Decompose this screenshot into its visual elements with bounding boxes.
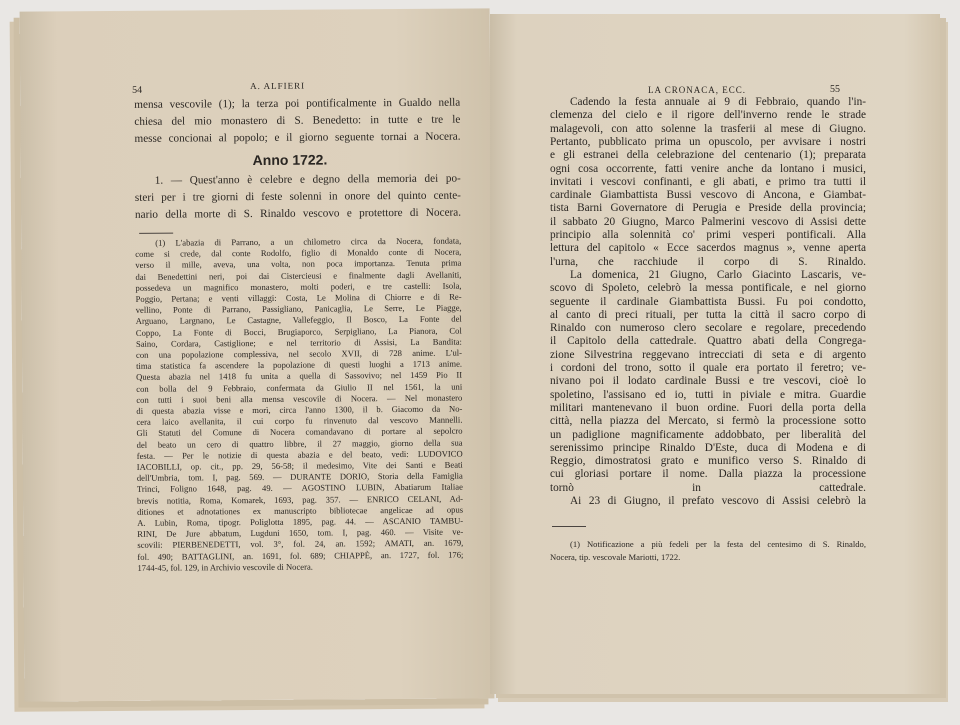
- page-number: 54: [132, 84, 143, 96]
- text-line: serenissimo principe Rinaldo D'Este, duca di Modena e di: [550, 441, 866, 454]
- text-line: e gli estranei della celebrazione del centenario (1); preparata: [550, 149, 866, 162]
- text-line: messe concionai al popolo; e il giorno seguente tornai a Nocera.: [134, 130, 461, 145]
- text-line: Cadendo la festa annuale ai 9 di Febbraio, quando l'in-: [570, 96, 866, 108]
- text-line: 1. — Quest'anno è celebre e degno della memoria dei po-: [154, 172, 461, 187]
- text-line: cardinale Giambattista Bussi vescovo di Ancona, e Giambat-: [550, 189, 866, 202]
- text-line: con tutti i suoi beni alla mensa vescovile di Nocera. — Nel monastero: [136, 392, 463, 405]
- text-line: verso il mille, aveva, una volta, non poca importanza. Tenuta prima: [135, 257, 462, 271]
- right-page: [490, 14, 940, 694]
- text-line: seguente il cardinale Giambattista Bussi. Fu poi condotto,: [550, 295, 866, 308]
- text-line: (1) L'abazia di Parrano, a un chilometro circa da Nocera, fondata,: [155, 235, 462, 248]
- text-line: (1) Notificazione a più fedeli per la festa del centesimo di S. Rinaldo,: [570, 539, 866, 549]
- text-line: ogni cosa occorrente, fatti venire anche da lontano i musici,: [550, 162, 866, 175]
- text-line: dell'Umbria, tom. I, pag. 569. — DURANTE DORIO, Storia della Famiglia: [136, 470, 463, 484]
- text-line: Nocera, tip. vescovale Mariotti, 1722.: [550, 552, 681, 562]
- text-line: principio alla solennità co' primi vesperi pontificali. Alla: [550, 229, 866, 241]
- text-line: cui gloriasi portare il nome. Dalla piazza la processione: [550, 468, 866, 481]
- text-line: Rinaldo con numeroso clero secolare e regolare, precedendo: [550, 322, 866, 335]
- text-line: Arguano, Largnano, Le Castagne, Vallefeggio, Il Bosco, La Fonte del: [135, 313, 462, 327]
- text-line: Pertanto, pubblicato prima un opuscolo, per avvisare i nostri: [550, 135, 866, 148]
- left-page: [20, 8, 495, 701]
- text-line: Coppo, La Fonte di Bocci, Brugiaporco, Serpigliano, La Pianora, Col: [135, 325, 462, 338]
- text-line: l'urna, che racchiude il corpo di S. Rinaldo.: [550, 255, 866, 268]
- text-line: brevis notitia, Roma, Komarek, 1693, pag. 357. — ENRICO CELANI, Ad-: [136, 493, 464, 506]
- text-line: festa. — Per le notizie di questa abazia e del beato, vedi: LUDOVICO: [136, 448, 463, 461]
- text-line: steri per i tre giorni di feste solenni in onore del quinto cente-: [134, 189, 461, 204]
- running-head: A. ALFIERI: [250, 80, 306, 92]
- text-line: Poggio, Pertana; e venti villaggi: Costa, Le Molina di Chiorre e di Re-: [135, 291, 462, 304]
- text-line: il Capitolo della cattedrale. Quattro abati della Congrega-: [550, 335, 866, 348]
- text-line: tornò in cattedrale.: [550, 481, 866, 494]
- text-line: mensa vescovile (1); la terza poi pontificalmente in Gualdo nella: [134, 96, 461, 111]
- text-line: IACOBILLI, op. cit., pp. 29, 56-58; il medesimo, Vite dei Santi e Beati: [136, 459, 463, 472]
- text-line: Saino, Cordara, Castiglione; e nel territorio di Assisi, La Bandita:: [135, 336, 462, 349]
- text-line: il sabbato 20 Giugno, Marco Palmerini vescovo di Assisi dette: [550, 215, 866, 228]
- text-line: possedeva un magnifico monastero, molti poderi, e tre castelli: Isola,: [135, 280, 462, 293]
- text-line: città, nella piazza del Mercato, si fermò la processione sotto: [550, 415, 866, 428]
- text-line: A. Lubin, Roma, tipogr. Poliglotta 1895, pag. 44. — ASCANIO TAMBU-: [137, 515, 464, 528]
- text-line: ditiones et adnotationes ex manuscripto bibliotecae angelicae ad opus: [137, 504, 464, 517]
- text-line: cera laico avellanita, il cui corpo fu rinvenuto dal vescovo Mannelli.: [136, 414, 463, 428]
- text-line: 1744-45, fol. 129, in Archivio vescovile di Nocera.: [137, 561, 313, 573]
- running-head: LA CRONACA, ECC.: [648, 85, 747, 95]
- text-line: Reggio, dimostratosi grato e munifico verso S. Rinaldo di: [550, 455, 866, 468]
- footnote-rule: [139, 233, 173, 234]
- text-line: zione Silvestrina reggevano intrecciati di seta e di argento: [550, 348, 866, 361]
- text-line: vellino, Ponte di Parrano, Passigliano, Panicaglia, Le Serre, Le Piagge,: [135, 302, 462, 316]
- text-line: di questa abazia visse e morì, circa l'anno 1300, il b. Giacomo da No-: [136, 403, 463, 416]
- text-line: clemenza del cielo e il rigore dell'inverno rende le strade: [550, 109, 866, 122]
- text-line: chiesa del mio monastero di S. Benedetto: in tutte e tre le: [134, 113, 461, 128]
- text-line: lettura del capitolo « Ecce sacerdos magnus », venne aperta: [550, 242, 866, 255]
- text-line: tima statistica fa ascendere la popolazione di questi luoghi a 1713 anime.: [136, 358, 463, 372]
- text-line: scovo di Spoleto, celebrò la messa pontificale, e nel giorno: [550, 282, 866, 295]
- text-line: un padiglione magnificamente addobbato, per liberalità del: [550, 428, 866, 441]
- footnote-rule: [552, 526, 586, 527]
- text-line: i cordoni del trono, sotto il quale era portato il feretro; ve-: [550, 362, 866, 374]
- text-line: nivano poi il lodato cardinale Bussi e tre vescovi, cioè lo: [550, 375, 866, 388]
- text-line: fol. 490; BATTAGLINI, an. 1691, fol. 689; CHIAPPÈ, an. 1727, fol. 176;: [137, 549, 464, 562]
- text-line: del beato un cero di quattro libbre, il 27 maggio, giorno della sua: [136, 437, 463, 450]
- text-line: come si crede, dal conte Rodolfo, figlio di Monaldo conte di Nocera,: [135, 246, 462, 260]
- text-line: Questa abazia nel 1418 fu unita a quella di Sassovivo; nel 1459 Pio II: [136, 369, 463, 383]
- text-line: spoletino, l'assisano ed io, tutti in piviale e mitra. Guardie: [550, 388, 866, 401]
- text-line: scovili: PIERBENEDETTI, vol. 3°, fol. 24, an. 1592; AMATI, an. 1679,: [137, 537, 464, 551]
- text-line: dai Benedettini neri, poi dai Cistercieusi e finalmente dagli Avellaniti,: [135, 269, 462, 282]
- text-line: militari mantenevano il buon ordine. Fuori della porta della: [550, 401, 866, 414]
- text-line: con una popolazione complessiva, nel secolo XVII, di 728 anime. L'ul-: [135, 347, 463, 360]
- text-line: Trinci, Foligno 1648, pag. 49. — AGOSTINO LUBIN, Abatiarum Italiae: [136, 481, 463, 495]
- text-line: RINI, De Jure abbatum, Lugduni 1650, tom. I, pag. 460. — Visite ve-: [137, 526, 464, 540]
- text-line: tista Barni Governatore di Perugia e Preside della provincia;: [550, 202, 866, 215]
- text-line: La domenica, 21 Giugno, Carlo Giacinto Lascaris, ve-: [570, 268, 866, 281]
- text-line: Ai 23 di Giugno, il prefato vescovo di Assisi celebrò la: [570, 495, 866, 507]
- text-line: malagevoli, con atto solenne la trasferii al mese di Giugno.: [550, 122, 866, 135]
- section-heading: Anno 1722.: [252, 151, 328, 169]
- text-line: al canto di preci rituali, per tutta la città il sacro corpo di: [550, 308, 866, 321]
- text-line: con bolla del 9 Febbraio, confermata da Giulio II nel 1561, la uni: [136, 381, 463, 394]
- text-line: Gli Statuti del Comune di Nocera comandavano di portare al sepolcro: [136, 425, 463, 439]
- text-line: invitati i vescovi confinanti, e gli abati, e primo tra tutti il: [550, 175, 866, 188]
- page-number: 55: [830, 84, 840, 95]
- text-line: nario della morte di S. Rinaldo vescovo e protettore di Nocera.: [134, 206, 462, 221]
